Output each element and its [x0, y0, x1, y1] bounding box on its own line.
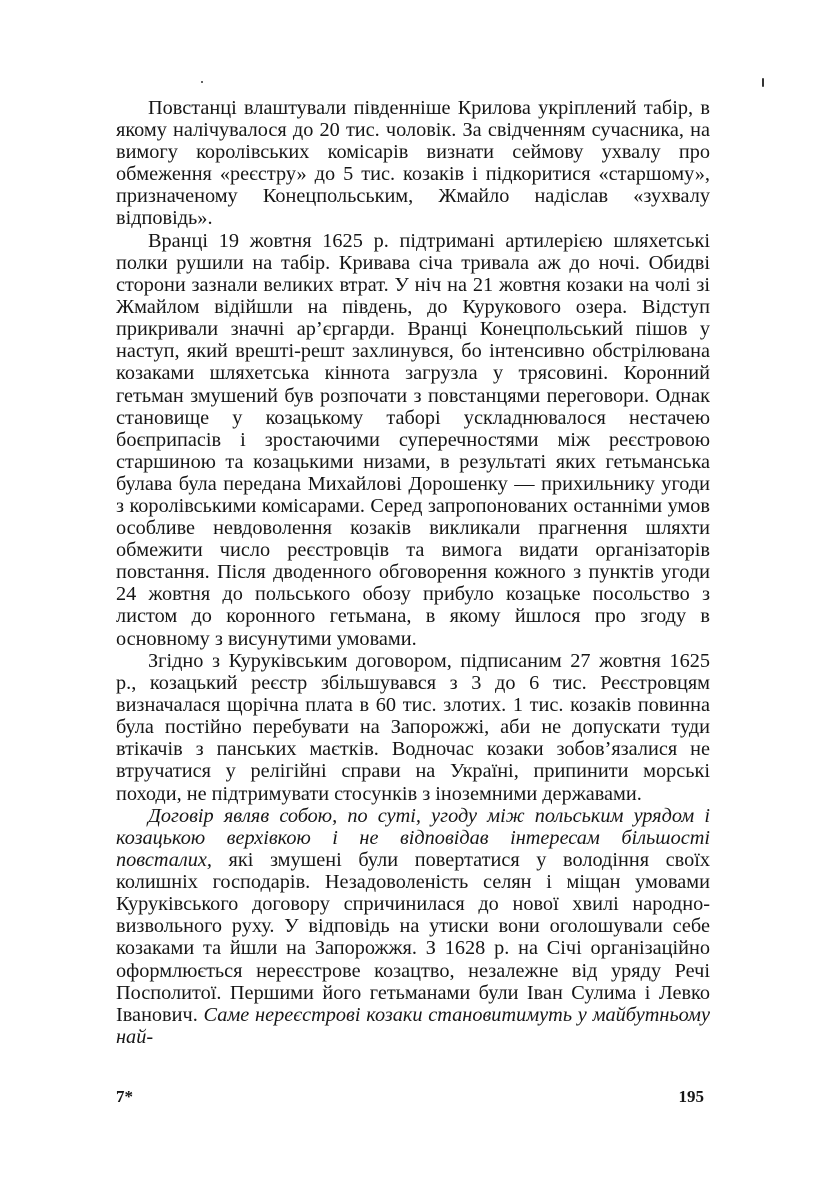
paragraph-treaty-assessment [116, 805, 710, 1048]
body-text [116, 97, 710, 1048]
scan-speck-right [762, 78, 764, 87]
page-number: 195 [678, 1087, 704, 1106]
signature-mark: 7* [116, 1087, 133, 1106]
paragraph-camp: Повстанці влаштували південніше Крилова укріплений табір, в якому налічувалося до 20 тис. чоловік. За свідченням сучасника, на вимогу королівських комісарів визнати сеймову ухвалу про обмеження «реєстру» до 5 тис. козаків і підкоритися «старшому», призначеному Конецпольським, Жмайло надіслав «зухвалу відповідь». [116, 97, 710, 230]
paragraph-kurukiv-treaty: Згідно з Куруківським договором, підписаним 27 жовтня 1625 р., козацький реєстр збільшувався з 3 до 6 тис. Реєстровцям визначалася щорічна плата в 60 тис. злотих. 1 тис. козаків повинна була постійно перебувати на Запорожжі, аби не допускати туди втікачів з панських маєтків. Водночас козаки зобов’язалися не втручатися у релігійні справи на Україні, припинити морські походи, не підтримувати стосунків з іноземними державами. [116, 649, 710, 805]
paragraph-body-text: які змушені були повертатися у володіння своїх колишніх господарів. Незадоволеність селян і міщан умовами Куруківського договору спричинилася до нової хвилі народно-визвольного руху. У відповідь на утиски вони оголошували себе козаками та йшли на Запорожжя. З 1628 р. на Січі організаційно оформлюється нереєстрове козацтво, незалежне від уряду Речі Посполитої. Першими його гетьманами були Іван Сулима і Левко Іванович. [116, 849, 710, 1026]
italic-tail-phrase: Саме нереєстрові козаки становитимуть у майбутньому най- [116, 1003, 710, 1048]
paragraph-battle: Вранці 19 жовтня 1625 р. підтримані артилерією шляхетські полки рушили на табір. Кривава січа тривала аж до ночі. Обидві сторони зазнали великих втрат. У ніч на 21 жовтня козаки на чолі зі Жмайлом відійшли на південь, до Курукового озера. Відступ прикривали значні ар’єргарди. Вранці Конецпольський пішов у наступ, який врешті-решт захлинувся, бо інтенсивно обстрілювана козаками шляхетська кіннота загрузла у трясовині. Коронний гетьман змушений був розпочати з повстанцями переговори. Однак становище у козацькому таборі ускладнювалося нестачею боєприпасів і зростаючими суперечностями між реєстровою старшиною та козацькими низами, в результаті яких гетьманська булава була передана Михайлові Дорошенку — прихильнику угоди з королівськими комісарами. Серед запропонованих останніми умов особливе невдоволення козаків викликали прагнення шляхти обмежити число реєстровців та вимога видати організаторів повстання. Після дводенного обговорення кожного з пунктів угоди 24 жовтня до польського обозу прибуло козацьке посольство з листом до коронного гетьмана, в якому йшлося про згоду в основному з висунутими умовами. [116, 229, 710, 650]
scan-speck-left [201, 81, 203, 83]
italic-lead-phrase: Договір являв собою, по суті, угоду між польським урядом і козацькою верхівкою і не відповідав інтересам більшості повсталих, [116, 804, 710, 872]
